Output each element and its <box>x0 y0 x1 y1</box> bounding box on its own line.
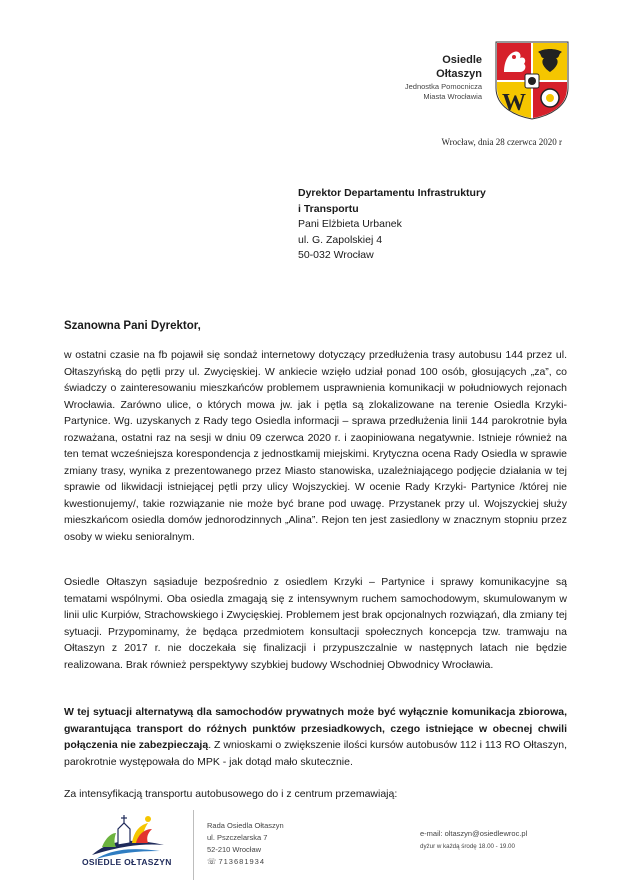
body-paragraph-2: Osiedle Ołtaszyn sąsiaduje bezpośrednio z osiedlem Krzyki – Partynice i sprawy komunikacyjne są tematami wspólnymi. Oba osiedla zmagają się z intensywnym ruchem samochodowym, skumulowanym w linii ulic Kurpiów, Strachowskiego i Zwycięskiej. Problemem jest brak opcjonalnych rozwiązań, dla zmiany tej sytuacji. Przypominamy, że będąca przedmiotem konsultacji społecznych koncepcja tzw. tramwaju na Ołtaszyn z 2017 r. nie doczekała się finalizacji i przypuszczalnie w następnych latach nie będzie realizowana. Brak również perspektywy szybkiej budowy Wschodniej Obwodnicy Wrocławia. <box>64 576 567 671</box>
recipient-title-line1: Dyrektor Departamentu Infrastruktury <box>298 187 486 199</box>
footer-city: 52-210 Wrocław <box>207 845 262 854</box>
org-name <box>436 53 482 81</box>
org-subtitle <box>405 82 482 102</box>
recipient-address <box>298 186 486 264</box>
osiedle-oltaszyn-logo-icon <box>88 811 168 863</box>
recipient-title-line2: i Transportu <box>298 202 359 215</box>
org-name-line1: Osiedle <box>442 54 482 66</box>
body-paragraph-4: Za intensyfikacją transportu autobusowego do i z centrum przemawiają: <box>64 788 398 800</box>
recipient-name: Pani Elżbieta Urbanek <box>298 218 402 230</box>
org-sub-line2: Miasta Wrocławia <box>423 92 482 101</box>
phone-icon: ☏ <box>207 857 219 866</box>
footer-street: ul. Pszczelarska 7 <box>207 833 268 842</box>
footer-contact <box>420 827 527 853</box>
footer-duty-hours: dyżur w każdą środę 18.00 - 19.00 <box>420 843 515 850</box>
footer-email: e-mail: oltaszyn@osiedlewroc.pl <box>420 829 528 838</box>
body-paragraph-1: w ostatni czasie na fb pojawił się sondaż internetowy dotyczący przedłużenia trasy autobusu 144 przez ul. Ołtaszyńską do pętli przy ul. Zwycięskiej. W ankiecie wzięło udział ponad 100 osób, głosujących „za”, co świadczy o zainteresowaniu mieszkańców problemem usprawnienia komunikacji w południowych rejonach Wrocławia. Zarówno ulice, o których mowa jw. jak i pętla są zlokalizowane na terenie Osiedla Krzyki- Partynice. Wg. uzyskanych z Rady tego Osiedla informacji – sprawa przedłużenia linii 144 parokrotnie była rozważana, ostatni raz na sesji w dniu 09 czerwca 2020 r. i zaopiniowana negatywnie. Istnieje również na ten temat wcześniejsza korespondencja z jednostkamiį miejskimi. Krytyczna ocena Rady Osiedla w sprawie zmiany trasy, wynika z prezentowanego przez Miasto stanowiska, uzależniającego podjęcie działania w tej sprawie od likwidacji istniejącej pętli przy ulicy Wojszyckiej. W ocenie Rady Krzyki- Partynice /której nie kwestionujemy/, takie rozwiązanie nie może być brane pod uwagę. Przystanek przy ul. Wojszyckiej służy mieszkańcom osiedla domów jednorodzinnych „Alina”. Rejon ten jest zasiedlony w znacznym stopniu przez osoby w wieku senioralnym. <box>64 349 567 543</box>
footer-divider <box>193 810 194 880</box>
wroclaw-coat-of-arms-icon <box>494 40 570 120</box>
footer-address <box>207 820 284 868</box>
salutation: Szanowna Pani Dyrektor, <box>64 320 201 332</box>
footer-phone: ☏ 713681934 <box>207 857 266 866</box>
body-paragraph-3-rest: . Z wnioskami o zwiększenie ilości kursów autobusów 112 i 113 RO Ołtaszyn, parokrotnie występowała do MPK - jak dotąd mało skutecznie. <box>64 739 568 768</box>
body-paragraph-3-bold: W tej sytuacji alternatywą dla samochodów prywatnych może być wyłącznie komunikacja zbiorowa, gwarantująca transport do różnych punktów przesiadkowych, czego istniejące w obecnej chwili połączenia nie zabezpieczają <box>64 706 567 751</box>
org-sub-line1: Jednostka Pomocnicza <box>404 82 482 91</box>
footer-logo-text: OSIEDLE OŁTASZYN <box>82 857 172 867</box>
svg-text:W: W <box>502 90 526 116</box>
recipient-street: ul. G. Zapolskiej 4 <box>298 233 383 246</box>
letter-date: Wrocław, dnia 28 czerwca 2020 r <box>441 137 562 147</box>
footer-council-name: Rada Osiedla Ołtaszyn <box>207 821 284 830</box>
recipient-city: 50-032 Wrocław <box>298 249 374 261</box>
org-name-line2: Ołtaszyn <box>436 68 482 80</box>
body-paragraph-3 <box>64 704 567 770</box>
